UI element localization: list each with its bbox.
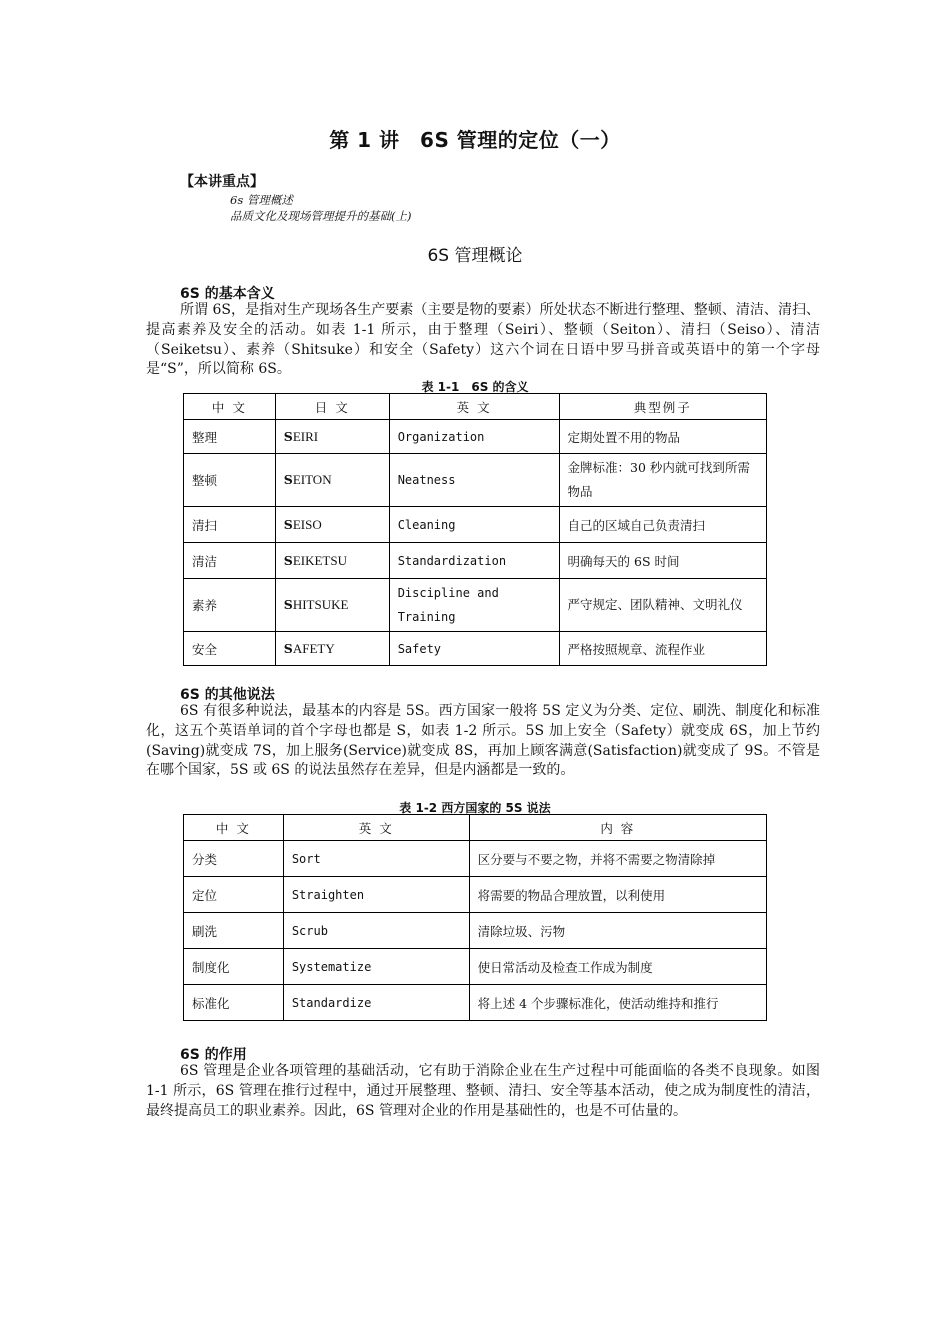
cell-content: 区分要与不要之物，并将不需要之物清除掉 [469, 841, 766, 877]
table-row [184, 985, 767, 1021]
table-6s-meaning [183, 393, 767, 666]
subsection-heading-other-names: 6S 的其他说法 [180, 687, 275, 703]
table-row [184, 632, 767, 666]
cell-example: 严格按照规章、流程作业 [559, 632, 766, 666]
column-header: 英 文 [389, 394, 559, 420]
column-header: 典型例子 [559, 394, 766, 420]
cell-english: Standardize [283, 985, 469, 1021]
table-row [184, 420, 767, 454]
cell-english: Standardization [389, 543, 559, 579]
page-title: 第 1 讲 6S 管理的定位（一） [329, 128, 621, 152]
column-header: 内 容 [469, 815, 766, 841]
table-1-caption: 表 1-1 6S 的含义 [421, 380, 529, 394]
key-points-heading: 【本讲重点】 [180, 174, 264, 190]
cell-chinese: 整理 [184, 420, 276, 454]
subsection-heading-role: 6S 的作用 [180, 1047, 247, 1063]
cell-example: 定期处置不用的物品 [559, 420, 766, 454]
cell-content: 将需要的物品合理放置，以利使用 [469, 877, 766, 913]
cell-example: 严守规定、团队精神、文明礼仪 [559, 579, 766, 632]
cell-english: Sort [283, 841, 469, 877]
table-row [184, 579, 767, 632]
column-header: 中 文 [184, 815, 284, 841]
cell-chinese: 清洁 [184, 543, 276, 579]
cell-english: Safety [389, 632, 559, 666]
cell-content: 清除垃圾、污物 [469, 913, 766, 949]
cell-chinese: 分类 [184, 841, 284, 877]
column-header: 英 文 [283, 815, 469, 841]
table-row [184, 877, 767, 913]
key-point-item: 品质文化及现场管理提升的基础(上) [230, 209, 412, 223]
cell-chinese: 清扫 [184, 507, 276, 543]
table-row [184, 454, 767, 507]
cell-content: 将上述 4 个步骤标准化，使活动维持和推行 [469, 985, 766, 1021]
cell-japanese: SEITON [275, 454, 389, 507]
cell-chinese: 刷洗 [184, 913, 284, 949]
table-row [184, 507, 767, 543]
cell-english: Scrub [283, 913, 469, 949]
cell-english: Straighten [283, 877, 469, 913]
table-western-5s [183, 814, 767, 1021]
cell-chinese: 标准化 [184, 985, 284, 1021]
table-row [184, 949, 767, 985]
cell-japanese: SAFETY [275, 632, 389, 666]
cell-japanese: SEIKETSU [275, 543, 389, 579]
cell-japanese: SEISO [275, 507, 389, 543]
cell-english: Cleaning [389, 507, 559, 543]
cell-example: 自己的区域自己负责清扫 [559, 507, 766, 543]
column-header: 中 文 [184, 394, 276, 420]
cell-english: Organization [389, 420, 559, 454]
cell-chinese: 素养 [184, 579, 276, 632]
cell-chinese: 定位 [184, 877, 284, 913]
table-row [184, 543, 767, 579]
cell-english: Neatness [389, 454, 559, 507]
paragraph-other-names: 6S 有很多种说法，最基本的内容是 5S。西方国家一般将 5S 定义为分类、定位、刷洗、制度化和标准化，这五个英语单词的首个字母也都是 S，如表 1-2 所示。5S 加上安全（Safety）就变成 6S，加上节约(Saving)就变成 7S，加上服务(Service)就变成 8S，再加上顾客满意(Satisfaction)就变成了 9S。不管是在哪个国家，5S 或 6S 的说法虽然存在差异，但是内涵都是一致的。 [146, 703, 820, 779]
column-header: 日 文 [275, 394, 389, 420]
cell-example: 明确每天的 6S 时间 [559, 543, 766, 579]
paragraph-role: 6S 管理是企业各项管理的基础活动，它有助于消除企业在生产过程中可能面临的各类不良现象。如图 1-1 所示，6S 管理在推行过程中，通过开展整理、整顿、清扫、安全等基本活动，使之成为制度性的清洁，最终提高员工的职业素养。因此，6S 管理对企业的作用是基础性的，也是不可估量的。 [146, 1063, 820, 1119]
cell-chinese: 整顿 [184, 454, 276, 507]
table-2-caption: 表 1-2 西方国家的 5S 说法 [399, 801, 551, 815]
key-point-item: 6s 管理概述 [230, 193, 293, 207]
cell-example: 金牌标准：30 秒内就可找到所需物品 [559, 454, 766, 507]
cell-english: Discipline and Training [389, 579, 559, 632]
table-row [184, 913, 767, 949]
cell-english: Systematize [283, 949, 469, 985]
cell-japanese: SHITSUKE [275, 579, 389, 632]
cell-japanese: SEIRI [275, 420, 389, 454]
subsection-heading-basic-meaning: 6S 的基本含义 [180, 286, 275, 302]
table-header-row [184, 394, 767, 420]
table-row [184, 841, 767, 877]
paragraph-basic-meaning: 所谓 6S，是指对生产现场各生产要素（主要是物的要素）所处状态不断进行整理、整顿、清洁、清扫、提高素养及安全的活动。如表 1-1 所示，由于整理（Seiri）、整顿（Seiton）、清扫（Seiso）、清洁（Seiketsu）、素养（Shitsuke）和安全（Safety）这六个词在日语中罗马拼音或英语中的第一个字母是“S”，所以简称 6S。 [146, 302, 820, 378]
cell-content: 使日常活动及检查工作成为制度 [469, 949, 766, 985]
table-header-row [184, 815, 767, 841]
section-title: 6S 管理概论 [427, 246, 523, 266]
cell-chinese: 制度化 [184, 949, 284, 985]
cell-chinese: 安全 [184, 632, 276, 666]
